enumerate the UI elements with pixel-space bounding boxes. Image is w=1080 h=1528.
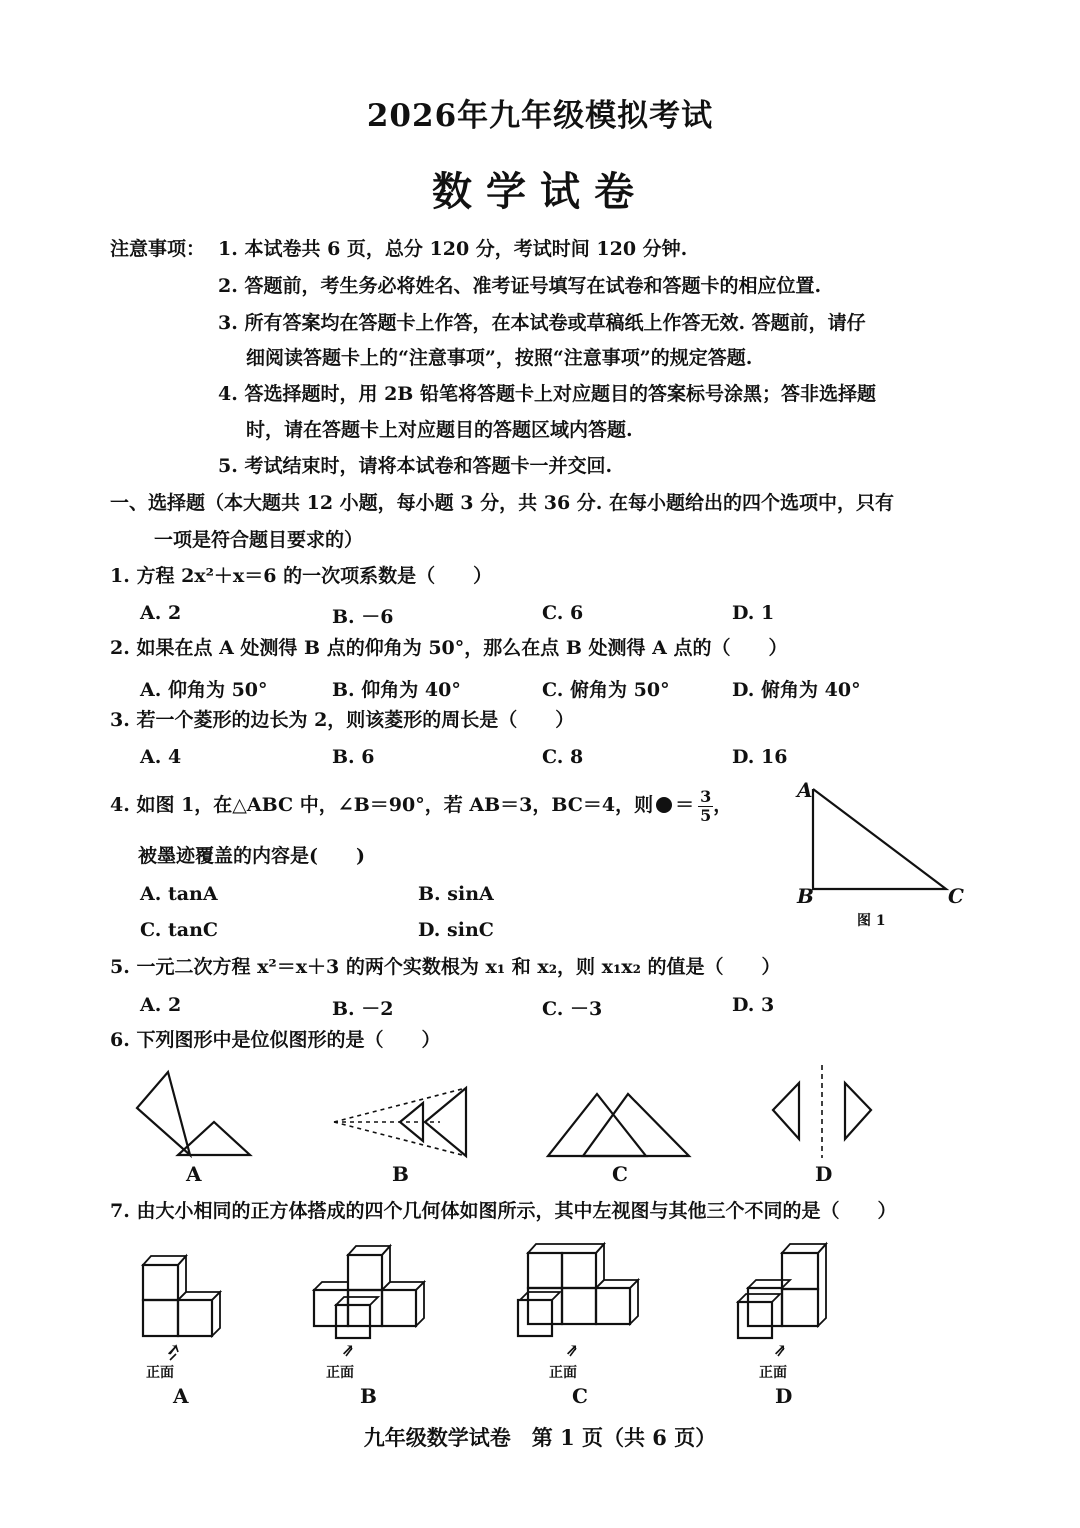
q1-option-d: D. 1 xyxy=(732,602,775,624)
notice-item-4-cont: 时，请在答题卡上对应题目的答题区域内答题. xyxy=(246,419,633,441)
q2-option-d: D. 俯角为 40° xyxy=(732,679,861,701)
notice-label: 注意事项： xyxy=(110,238,206,260)
q4-tail: ， xyxy=(713,794,733,817)
arrow-icon: ↗ xyxy=(166,1340,180,1359)
q1-option-b: B. －6 xyxy=(332,606,394,628)
q7-figure-a xyxy=(143,1256,220,1360)
q7-front-label-b: 正面 xyxy=(326,1365,354,1381)
q4-option-d: D. sinC xyxy=(418,919,494,941)
q4-fraction-denominator: 5 xyxy=(700,805,712,825)
q6-stem: 6. 下列图形中是位似图形的是（ ） xyxy=(110,1029,441,1051)
q5-option-b: B. －2 xyxy=(332,998,394,1020)
q4-stem-text: 4. 如图 1，在△ABC 中，∠B＝90°，若 AB＝3，BC＝4，则 xyxy=(110,794,654,817)
q3-option-b: B. 6 xyxy=(332,746,375,768)
q4-stem-2: 被墨迹覆盖的内容是( ) xyxy=(138,845,365,867)
q1-stem: 1. 方程 2x²＋x＝6 的一次项系数是（ ） xyxy=(110,565,493,587)
notice-item-4: 4. 答选择题时，用 2B 铅笔将答题卡上对应题目的答案标号涂黑；答非选择题 xyxy=(218,383,876,405)
q1-option-a: A. 2 xyxy=(140,602,182,624)
notice-item-5: 5. 考试结束时，请将本试卷和答题卡一并交回. xyxy=(218,455,613,477)
notice-item-3-cont: 细阅读答题卡上的“注意事项”，按照“注意事项”的规定答题. xyxy=(246,347,753,369)
arrow-icon: ↗ xyxy=(341,1340,355,1359)
q7-label-a: A xyxy=(173,1384,189,1408)
q1-option-c: C. 6 xyxy=(542,602,584,624)
q7-front-label-a: 正面 xyxy=(146,1365,174,1381)
q5-option-c: C. －3 xyxy=(542,998,603,1020)
arrow-icon: ↗ xyxy=(773,1340,787,1359)
q2-option-b: B. 仰角为 40° xyxy=(332,679,461,701)
q7-label-d: D xyxy=(775,1384,793,1408)
notice-item-3: 3. 所有答案均在答题卡上作答，在本试卷或草稿纸上作答无效. 答题前，请仔 xyxy=(218,312,866,334)
exam-title: 2026年九年级模拟考试 xyxy=(366,98,714,134)
section-1-heading-cont: 一项是符合题目要求的） xyxy=(154,529,364,551)
figure-1-label-c: C xyxy=(948,884,964,908)
section-1-heading: 一、选择题（本大题共 12 小题，每小题 3 分，共 36 分. 在每小题给出的四个选项中，只有 xyxy=(110,492,895,514)
q6-label-d: D xyxy=(815,1162,833,1186)
q2-option-c: C. 俯角为 50° xyxy=(542,679,670,701)
figure-1-caption: 图 1 xyxy=(857,913,886,929)
q7-label-c: C xyxy=(572,1384,588,1408)
q5-option-a: A. 2 xyxy=(140,994,182,1016)
q6-label-a: A xyxy=(186,1162,202,1186)
q3-option-d: D. 16 xyxy=(732,746,788,768)
q6-label-b: B xyxy=(392,1162,409,1186)
q4-option-c: C. tanC xyxy=(140,919,219,941)
q7-figure-b xyxy=(314,1246,424,1356)
arrow-icon: ↗ xyxy=(565,1340,579,1359)
q2-stem: 2. 如果在点 A 处测得 B 点的仰角为 50°，那么在点 B 处测得 A 点的（ ） xyxy=(110,637,788,659)
q3-stem: 3. 若一个菱形的边长为 2，则该菱形的周长是（ ） xyxy=(110,709,575,731)
paper-title: 数学试卷 xyxy=(432,168,648,215)
figure-1-label-a: A xyxy=(797,778,813,802)
page-footer: 九年级数学试卷 第 1 页（共 6 页） xyxy=(363,1425,717,1450)
q3-option-c: C. 8 xyxy=(542,746,584,768)
q5-option-d: D. 3 xyxy=(732,994,775,1016)
q7-front-label-d: 正面 xyxy=(759,1365,787,1381)
q5-stem: 5. 一元二次方程 x²＝x＋3 的两个实数根为 x₁ 和 x₂，则 x₁x₂ 的值是（ ） xyxy=(110,956,781,978)
q7-label-b: B xyxy=(360,1384,377,1408)
q2-option-a: A. 仰角为 50° xyxy=(140,679,268,701)
q4-option-a: A. tanA xyxy=(140,883,218,905)
q6-label-c: C xyxy=(612,1162,628,1186)
q4-equals: ＝ xyxy=(675,794,695,817)
figure-1-label-b: B xyxy=(797,884,814,908)
notice-item-2: 2. 答题前，考生务必将姓名、准考证号填写在试卷和答题卡的相应位置. xyxy=(218,275,822,297)
notice-item-1: 1. 本试卷共 6 页，总分 120 分，考试时间 120 分钟. xyxy=(218,238,688,260)
q4-fraction-numerator: 3 xyxy=(700,787,712,806)
q3-option-a: A. 4 xyxy=(140,746,182,768)
q7-front-label-c: 正面 xyxy=(549,1365,577,1381)
q7-stem: 7. 由大小相同的正方体搭成的四个几何体如图所示，其中左视图与其他三个不同的是（ ） xyxy=(110,1200,897,1222)
q4-option-b: B. sinA xyxy=(418,883,494,905)
